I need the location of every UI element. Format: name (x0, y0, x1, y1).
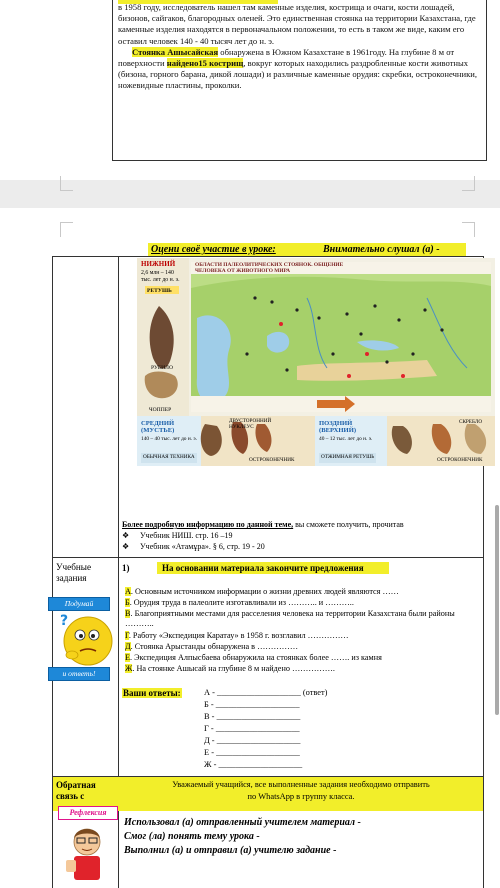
rubilo-label: РУБИЛО (151, 365, 174, 371)
table-top-border (52, 256, 484, 257)
corner-mark (462, 176, 475, 191)
reflection-person-icon (62, 820, 112, 882)
top-table-left-border (112, 0, 113, 160)
reflection-line-2: Смог (ла) понять тему урока - (124, 831, 260, 842)
top-paragraph-1: в 1958 году, исследователь нашел там каменные изделия, кострища и очаги, кости лошадей, бизонов, сайгаков, благородных оленей. Это единственная стоянка на территории Казахстана, где каменные изделия находятся в первоначальном положении, то есть в таком же виде, каким его оставил человек 140 - 40 тысяч лет до н. э. (118, 2, 476, 46)
caspian-sea (197, 315, 231, 402)
lower-period-dates: 2,6 млн – 140 тыс. лет до н. э. (141, 270, 180, 283)
top-paragraph-2: Стоянка Ашысайская обнаружена в Южном Казахстане в 1961году. На глубине 8 м от поверхности найдено15 кострищ, вокруг которых находились раздробленные кости животных (бизона, горного барана, дикой лошади) и различные каменные орудия: скребки, остроконечники, ножевидные пластины, проколки. (118, 46, 478, 91)
bullet-icon: ❖ (122, 531, 130, 540)
task-number: 1) (122, 563, 130, 573)
upper-period-dates: 40 – 12 тыс. лет до н. э. (319, 436, 373, 442)
pointed-label-2: ОСТРОКОНЕЧНИК (437, 457, 483, 463)
reflection-badge: Рефлексия (58, 806, 118, 820)
top-table-right-border (486, 0, 487, 160)
answer-line[interactable]: Е - ____________________ (204, 748, 300, 757)
task-item: Д. Стоянка Арыстанды обнаружена в …………… (125, 642, 299, 651)
textbook-bullet-2: ❖ Учебник «Атамұра». § 6, стр. 19 - 20 (122, 542, 265, 551)
row-divider-tasks (52, 557, 484, 558)
task-item: Б. Орудия труда в палеолите изготавливали из ……….. и ……….. (125, 598, 354, 607)
pointed-label-1: ОСТРОКОНЕЧНИК (249, 457, 295, 463)
task-item: Ж. На стоянке Ашысай на глубине 8 м найдено ……………. (125, 664, 335, 673)
task-heading: На основании материала закончите предложения (162, 563, 364, 573)
found-highlight: найдено15 кострищ (166, 58, 244, 69)
answer-line[interactable]: Ж - ____________________ (204, 760, 303, 769)
scraper-label: СКРЕБЛО (459, 419, 483, 425)
answer-line[interactable]: А - ____________________ (ответ) (204, 688, 328, 697)
answer-badge: и ответь! (48, 667, 110, 681)
tasks-label: Учебные задания (56, 562, 92, 583)
thinking-smiley-icon (56, 609, 116, 669)
top-text (118, 2, 480, 92)
reflection-line-1: Использовал (а) отправленный учителем материал - (124, 817, 361, 828)
task-item: Е. Экспедиция Алпысбаева обнаружила на стоянках более ……. из камня (125, 653, 382, 662)
two-sided-nucleus-label: ДВУСТОРОННИЙ НУКЛЕУС (229, 418, 272, 430)
assess-label: Оцени своё участие в уроке: (151, 244, 276, 255)
map-title: ОБЛАСТИ ПАЛЕОЛИТИЧЕСКИХ СТОЯНОК. ОБЩЕНИЕ ЧЕЛОВЕКА ОТ ЖИВОТНОГО МИРА (195, 262, 344, 275)
feedback-line-1: Уважаемый учащийся, все выполненные задания необходимо отправить (172, 780, 430, 789)
more-info-lead: Более подробную информацию по данной теме, вы сможете получить, прочитав (122, 520, 404, 529)
task-item: Г. Работу «Экспедиция Каратау» в 1958 г. возглавил …………… (125, 631, 349, 640)
lower-period-title: НИЖНИЙ (141, 260, 176, 268)
task-item: В. Благоприятными местами для расселения человека на территории Казахстана были районы ……….. (125, 609, 455, 629)
attentive-label: Внимательно слушал (а) - (323, 244, 440, 255)
think-badge: Подумай (48, 597, 110, 611)
pressing-retouch-label: ОТЖИМНАЯ РЕТУШЬ (319, 453, 376, 463)
middle-period-dates: 140 – 40 тыс. лет до н. э. (141, 436, 198, 442)
feedback-label: Обратная связь с (56, 780, 96, 801)
ashysai-title: Стоянка Ашысайская (132, 46, 219, 57)
corner-mark (462, 222, 475, 237)
top-table-bottom-border (112, 160, 487, 161)
answers-label: Ваши ответы: (123, 688, 181, 698)
chopper-label: ЧОППЕР (149, 407, 172, 413)
task-item: А. Основным источником информации о жизни древних людей являются …… (125, 587, 399, 596)
scrollbar-thumb[interactable] (495, 505, 499, 715)
retouch-label: РЕТУШЬ (147, 288, 172, 294)
middle-period-title: СРЕДНИЙ (МУСТЬЕ) (141, 420, 175, 435)
svg-text:?: ? (60, 613, 69, 629)
reflection-line-3: Выполнил (а) и отправил (а) учителю задание - (124, 845, 337, 856)
ordinary-technique-label: ОБЫЧНАЯ ТЕХНИКА (141, 453, 197, 463)
answer-line[interactable]: В - ____________________ (204, 712, 301, 721)
corner-mark (60, 176, 73, 191)
paleolithic-map-collage (137, 258, 495, 466)
textbook-bullet-1: ❖ Учебник НИШ. стр. 16 –19 (122, 531, 233, 540)
answer-line[interactable]: Д - ____________________ (204, 736, 301, 745)
upper-period-title: ПОЗДНИЙ (ВЕРХНИЙ) (319, 420, 357, 435)
answer-line[interactable]: Г - ____________________ (204, 724, 300, 733)
corner-mark (60, 222, 73, 237)
bullet-icon: ❖ (122, 542, 130, 551)
answer-line[interactable]: Б - ____________________ (204, 700, 300, 709)
feedback-line-2: по WhatsApp в группу класса. (247, 792, 355, 801)
